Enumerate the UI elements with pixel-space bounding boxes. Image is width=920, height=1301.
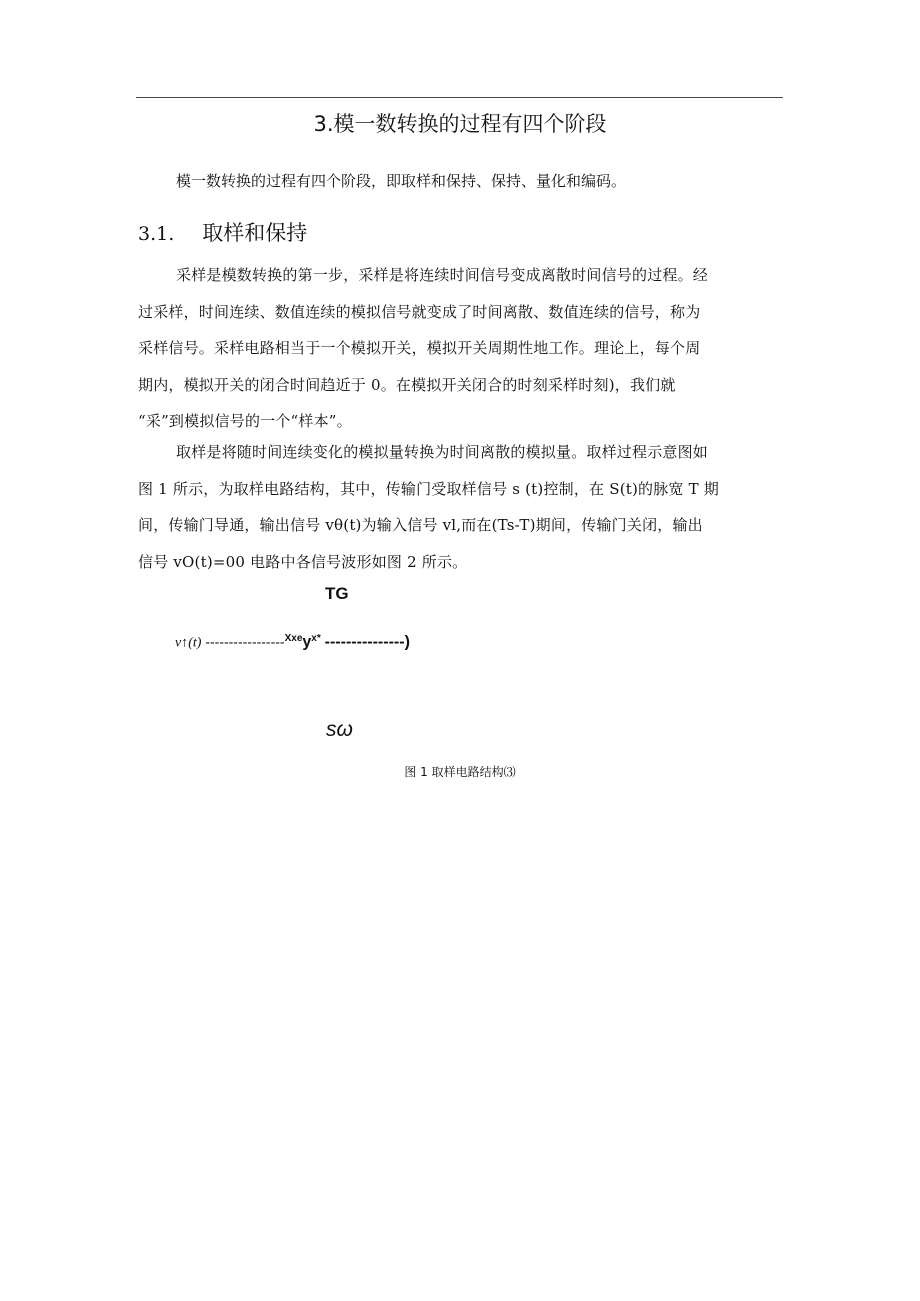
subsection-title: 取样和保持 bbox=[202, 221, 308, 245]
paragraph-line: 期内，模拟开关的闭合时间趋近于 0。在模拟开关闭合的时刻采样时刻)，我们就 bbox=[138, 375, 676, 394]
figure-s-label: sω bbox=[326, 718, 353, 741]
paragraph-line: “采”到模拟信号的一个“样本”。 bbox=[138, 412, 352, 430]
paragraph-line: 采样信号。采样电路相当于一个模拟开关，模拟开关周期性地工作。理论上，每个周 bbox=[138, 339, 701, 357]
figure-dash-left: ----------------- bbox=[205, 633, 285, 650]
paragraph-line: 信号 vO(t)=00 电路中各信号波形如图 2 所示。 bbox=[138, 552, 468, 571]
paragraph-sampling bbox=[138, 257, 774, 440]
paragraph-line: 采样是模数转换的第一步，采样是将连续时间信号变成离散时间信号的过程。经 bbox=[176, 266, 709, 284]
section-title: 3.模一数转换的过程有四个阶段 bbox=[313, 112, 607, 136]
figure-mid-super: Xxe bbox=[284, 633, 303, 644]
figure-signal-line bbox=[175, 633, 410, 652]
paragraph-line: 过采样，时间连续、数值连续的模拟信号就变成了时间离散、数值连续的信号，称为 bbox=[138, 302, 701, 321]
figure-input-label: v↑(t) bbox=[175, 635, 202, 651]
paragraph-line: 图 1 所示，为取样电路结构，其中，传输门受取样信号 s (t)控制，在 S(t)的脉宽 T 期 bbox=[138, 479, 719, 498]
figure-mid-super2: x* bbox=[311, 633, 321, 644]
subsection-heading bbox=[138, 217, 307, 247]
figure-dash-right: ---------------) bbox=[324, 633, 410, 651]
subsection-number: 3.1. bbox=[138, 223, 175, 245]
figure-mid-text: y bbox=[302, 633, 312, 651]
paragraph-sample-hold bbox=[138, 434, 774, 580]
header-rule bbox=[136, 97, 783, 98]
intro-paragraph: 模一数转换的过程有四个阶段，即取样和保持、保持、量化和编码。 bbox=[176, 172, 627, 190]
paragraph-line: 取样是将随时间连续变化的模拟量转换为时间离散的模拟量。取样过程示意图如 bbox=[176, 443, 709, 461]
figure-caption: 图 1 取样电路结构⑶ bbox=[404, 765, 516, 779]
paragraph-line: 间，传输门导通，输出信号 vθ(t)为输入信号 vl,而在(Ts-T)期间，传输门关闭，输出 bbox=[138, 516, 703, 534]
figure-tg-label: TG bbox=[325, 584, 349, 603]
